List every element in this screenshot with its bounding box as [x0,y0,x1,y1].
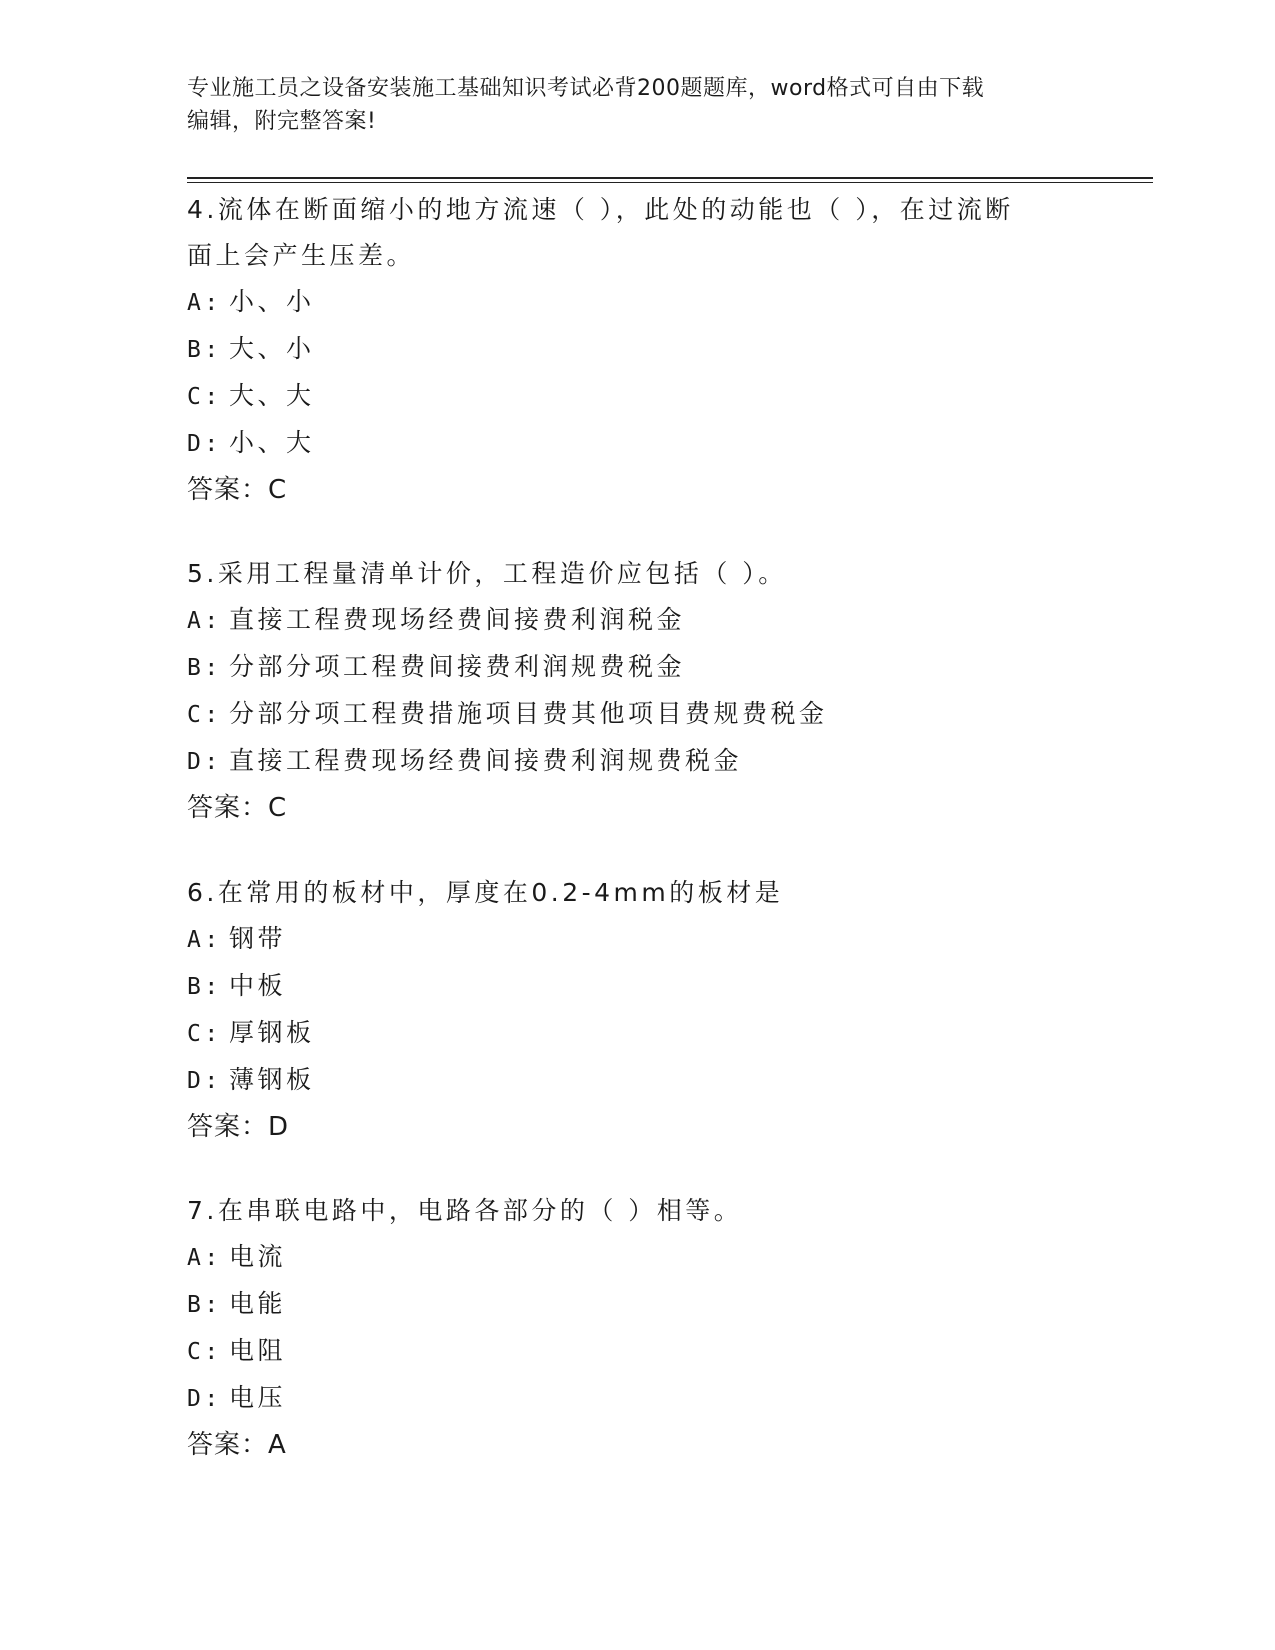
option-letter: B: [187,1292,222,1318]
option-letter: D: [187,1068,222,1094]
option-b [187,1281,1087,1328]
option-letter: C: [187,1339,222,1365]
question-stem-line-1: 6.在常用的板材中，厚度在0.2-4mm的板材是 [187,878,784,907]
option-text: 电能 [229,1289,287,1318]
option-a [187,916,1087,963]
option-text: 薄钢板 [229,1065,315,1094]
option-c [187,1010,1087,1057]
option-text: 电流 [229,1242,287,1271]
question-stem [187,1188,1087,1234]
option-letter: B: [187,655,222,681]
option-text: 小、小 [229,287,315,316]
option-c [187,1328,1087,1375]
option-text: 分部分项工程费间接费利润规费税金 [229,652,686,681]
option-text: 电阻 [229,1336,287,1365]
option-d [187,738,1087,785]
answer-line: 答案：A [187,1430,287,1460]
option-text: 大、小 [229,334,315,363]
header-divider-top [187,177,1153,179]
option-letter: B: [187,974,222,1000]
header-divider-bottom [187,182,1153,183]
answer-line: 答案：C [187,793,288,823]
option-text: 直接工程费现场经费间接费利润税金 [229,605,686,634]
option-letter: C: [187,1021,222,1047]
question-stem-line-1: 5.采用工程量清单计价，工程造价应包括（ ）。 [187,559,787,588]
option-letter: B: [187,337,222,363]
question-7 [187,1188,1087,1468]
question-6 [187,870,1087,1150]
option-text: 中板 [229,971,287,1000]
option-letter: C: [187,384,222,410]
option-text: 直接工程费现场经费间接费利润规费税金 [229,746,743,775]
option-b [187,326,1087,373]
option-d [187,420,1087,467]
question-5 [187,551,1087,831]
answer-line: 答案：C [187,475,288,505]
option-letter: A: [187,290,222,316]
option-d [187,1057,1087,1104]
question-stem-line-1: 7.在串联电路中，电路各部分的（ ）相等。 [187,1196,743,1225]
question-stem-line-2: 面上会产生压差。 [187,241,416,270]
document-header [187,72,1067,138]
option-c [187,691,1087,738]
option-text: 小、大 [229,428,315,457]
option-letter: D: [187,431,222,457]
option-b [187,963,1087,1010]
option-letter: D: [187,749,222,775]
option-letter: A: [187,608,222,634]
option-b [187,644,1087,691]
question-4 [187,187,1087,513]
option-c [187,373,1087,420]
question-stem [187,870,1087,916]
option-text: 厚钢板 [229,1018,315,1047]
question-stem [187,551,1087,597]
option-letter: A: [187,927,222,953]
option-a [187,1234,1087,1281]
question-stem [187,187,1087,279]
option-letter: C: [187,702,222,728]
option-a [187,279,1087,326]
header-line-1: 专业施工员之设备安装施工基础知识考试必背200题题库，word格式可自由下载 [187,76,985,101]
header-line-2: 编辑，附完整答案! [187,109,377,134]
option-d [187,1375,1087,1422]
option-text: 分部分项工程费措施项目费其他项目费规费税金 [229,699,828,728]
answer-line: 答案：D [187,1112,290,1142]
option-text: 大、大 [229,381,315,410]
question-stem-line-1: 4.流体在断面缩小的地方流速（ ），此处的动能也（ ），在过流断 [187,195,1014,224]
option-text: 钢带 [229,924,287,953]
option-text: 电压 [229,1383,287,1412]
option-letter: A: [187,1245,222,1271]
option-a [187,597,1087,644]
option-letter: D: [187,1386,222,1412]
